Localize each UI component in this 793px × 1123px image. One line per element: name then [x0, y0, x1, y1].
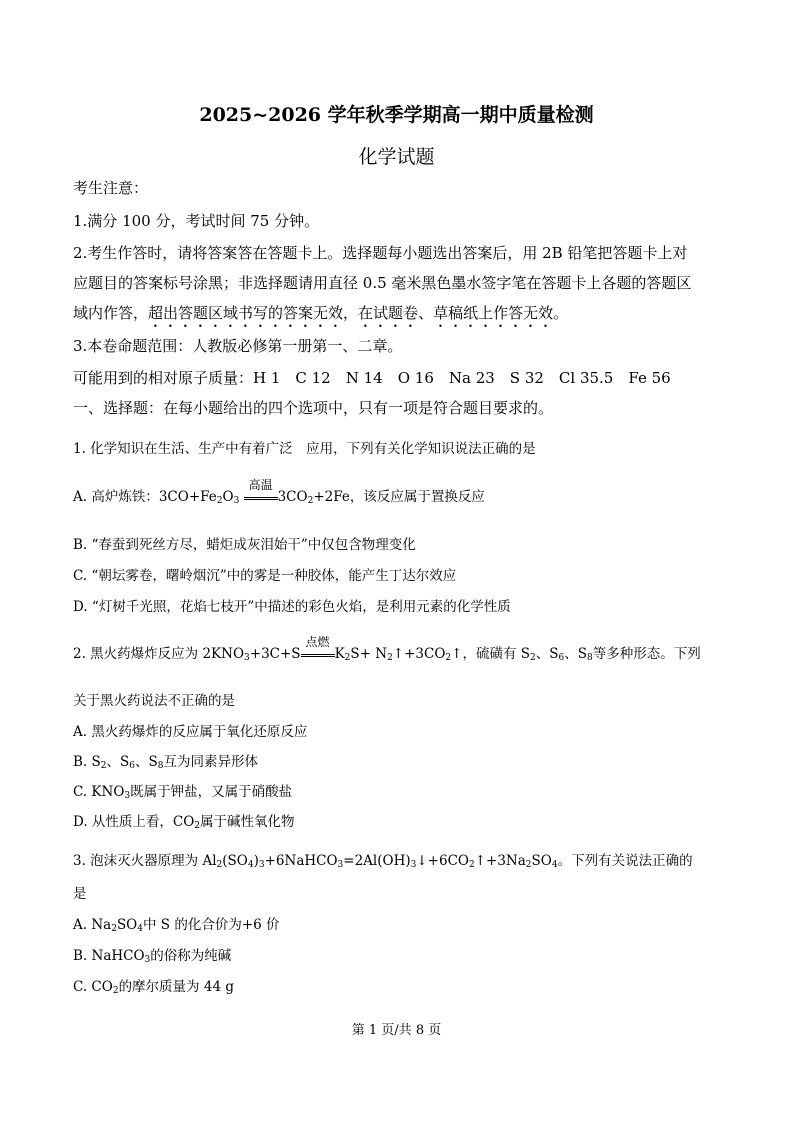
- question-1-stem: 1. 化学知识在生活、生产中有着广泛 应用，下列有关化学知识说法正确的是: [73, 441, 536, 457]
- question-3-stem: 3. 泡沫灭火器原理为 $Al_2(SO_4)_3+6NaHCO_3=2Al(OH)_3↓+6CO_2↑+3Na_2SO_4$。下列有关说法正确的: [73, 853, 693, 870]
- reaction-arrow: 高温: [244, 489, 278, 505]
- emphasis-text: 在试题卷: [358, 304, 419, 322]
- question-2-stem-line-2: 关于黑火药说法不正确的是: [73, 693, 235, 709]
- question-2-stem: 2. 黑火药爆炸反应为 $2KNO_3+3C+S$ 点燃 $K_2S+$ $N_2↑+3CO_2↑$，硫磺有 $S_2$、$S_6$、$S_8$等多种形态。下列: [73, 635, 701, 663]
- reaction-arrow: 点燃: [301, 646, 335, 662]
- question-3-option-b: B. NaHCO$_3$的俗称为纯碱: [73, 948, 232, 965]
- notice-heading: 考生注意：: [73, 179, 149, 197]
- exam-subtitle: 化学试题: [358, 146, 435, 168]
- notice-item-2-line-1: 2.考生作答时，请将答案答在答题卡上。选择题每小题选出答案后，用 2B 铅笔把答题卡上对: [73, 244, 688, 262]
- question-1-option-d: D. “灯树千光照，花焰七枝开”中描述的彩色火焰，是利用元素的化学性质: [73, 599, 511, 615]
- notice-item-2-line-3: 域内作答，超出答题区域书写的答案无效，在试题卷、草稿纸上作答无效。: [73, 304, 569, 322]
- question-1-option-b: B. “春蚕到死丝方尽，蜡炬成灰泪始干”中仅包含物理变化: [73, 537, 416, 553]
- question-3-stem-line-2: 是: [73, 886, 87, 902]
- question-1-option-c: C. “朝坛雾卷，曙岭烟沉”中的雾是一种胶体，能产生丁达尔效应: [73, 568, 457, 584]
- page-number: 第 1 页/共 8 页: [351, 1023, 442, 1038]
- question-2-option-b: B. $S_2$、$S_6$、$S_8$互为同素异形体: [73, 754, 258, 771]
- question-1-option-a: A. 高炉炼铁：$3CO+Fe_2O_3$ 高温 $3CO_2+2Fe$，该反应属于置换反应: [73, 478, 485, 506]
- question-3-option-a: A. $Na_2SO_4$中 S 的化合价为+6 价: [73, 917, 280, 934]
- question-2-option-c: C. $KNO_3$既属于钾盐，又属于硝酸盐: [73, 784, 293, 801]
- emphasis-text: 超出答题区域书写的答案无效: [148, 304, 344, 322]
- notice-item-2-line-2: 应题目的答案标号涂黑；非选择题请用直径 0.5 毫米黑色墨水签字笔在答题卡上各题的答题区: [73, 274, 692, 292]
- atomic-mass-line: 可能用到的相对原子质量：H 1 C 12 N 14 O 16 Na 23 S 32 Cl 35.5 Fe 56: [73, 369, 671, 387]
- emphasis-text: 草稿纸上作答无效: [433, 304, 554, 322]
- notice-item-1: 1.满分 100 分，考试时间 75 分钟。: [73, 212, 320, 230]
- exam-title: 2025~2026 学年秋季学期高一期中质量检测: [199, 104, 594, 126]
- question-2-option-d: D. 从性质上看，$CO_2$属于碱性氧化物: [73, 814, 295, 831]
- section-heading: 一、选择题：在每小题给出的四个选项中，只有一项是符合题目要求的。: [73, 399, 554, 417]
- question-3-option-c: C. $CO_2$的摩尔质量为 44 g: [73, 979, 234, 996]
- question-2-option-a: A. 黑火药爆炸的反应属于氧化还原反应: [73, 724, 308, 740]
- notice-item-3: 3.本卷命题范围：人教版必修第一册第一、二章。: [73, 337, 403, 355]
